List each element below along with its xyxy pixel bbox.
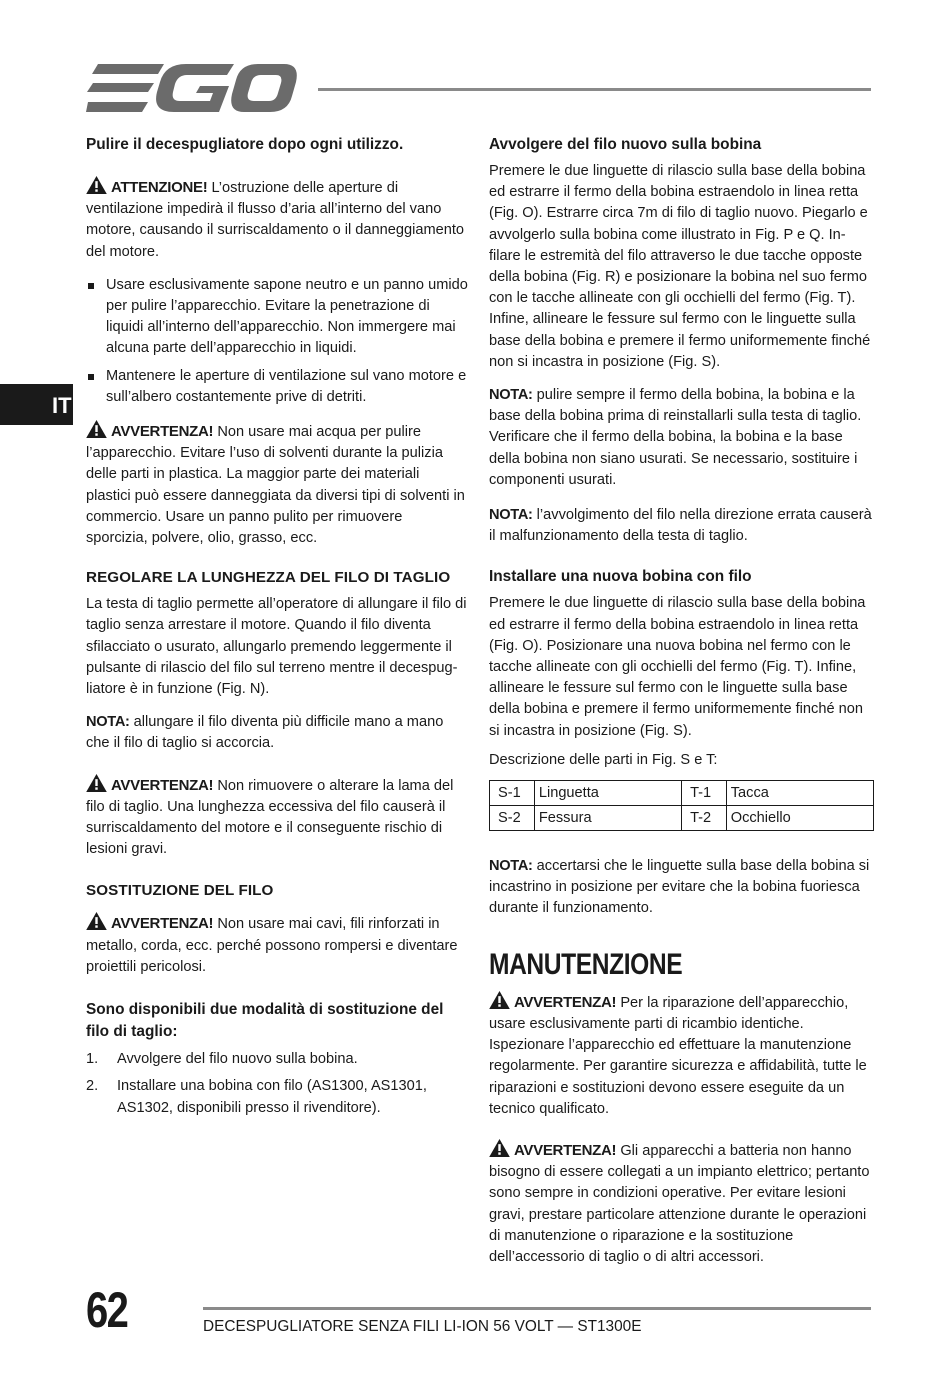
warning-icon	[489, 991, 510, 1009]
note-text: pulire sempre il fermo della bobina, la bobina e la base della bobina prima di reinstallarli sulla testa di taglio. Verificare che il fermo della bobina, la bobina e la base della bobina non siano usurati. Se necessario, sostituire i componenti usurati.	[489, 387, 862, 488]
note-label: NOTA:	[86, 714, 130, 731]
language-tab-label: IT	[52, 393, 72, 418]
warning-paragraph-4	[489, 991, 875, 1120]
note-text: allungare il filo diventa più difficile mano a mano che il filo di taglio si accorcia.	[86, 714, 444, 752]
warning-text: Per la riparazione dell’apparecchio, usare esclusivamente parti di ricambio identiche. Ispezionare l’apparecchio ed effettuare la manutenzione regolarmente. Per garantire sicurezza e affidabilità, tutte le riparazioni e sostituzioni devono essere eseguite da un tecnico qualificato.	[489, 994, 867, 1117]
list-item: Mantenere le aperture di ventilazione sul vano motore e sull’albero costantemente prive di detriti.	[86, 366, 468, 408]
warning-label: AVVERTENZA!	[111, 776, 214, 794]
note-text: accertarsi che le linguette sulla base della bobina si incastrino in posizione per evitare che la bobina fuoriesca durante il funzionamento.	[489, 858, 870, 917]
language-tab	[0, 384, 73, 425]
table-cell: Occhiello	[726, 806, 873, 831]
warning-label: AVVERTENZA!	[111, 915, 214, 933]
adjust-title: REGOLARE LA LUNGHEZZA DEL FILO DI TAGLIO	[86, 569, 451, 587]
table-row	[490, 781, 874, 806]
warning-icon	[86, 176, 107, 194]
install-title: Installare una nuova bobina con filo	[489, 568, 752, 586]
replace-title: SOSTITUZIONE DEL FILO	[86, 882, 274, 900]
warning-text: Non usare mai cavi, fili rinforzati in metallo, corda, ecc. perché possono rompersi e diventare proiettili pericolosi.	[86, 916, 458, 975]
parts-intro: Descrizione delle parti in Fig. S e T:	[489, 751, 718, 768]
cleaning-list	[86, 275, 468, 408]
right-column	[489, 132, 875, 1268]
warning-paragraph-2	[86, 774, 468, 861]
warning-icon	[86, 774, 107, 792]
table-cell: S-1	[490, 781, 535, 806]
warning-icon	[86, 912, 107, 930]
list-item: 1. Avvolgere del filo nuovo sulla bobina.	[86, 1051, 358, 1068]
note-label: NOTA:	[489, 507, 533, 524]
page-number: 62	[86, 1282, 128, 1338]
footer-rule	[203, 1307, 871, 1310]
table-row	[490, 806, 874, 831]
parts-table	[489, 780, 874, 831]
footer-text: DECESPUGLIATORE SENZA FILI LI-ION 56 VOLT — ST1300E	[203, 1318, 642, 1335]
bullet-square-icon	[88, 283, 94, 289]
table-cell: T-1	[682, 781, 727, 806]
left-column	[86, 132, 468, 1119]
bullet-square-icon	[88, 374, 94, 380]
list-item: 2. Installare una bobina con filo (AS1300, AS1301, AS1302, disponibili presso il rivenditore).	[86, 1078, 427, 1116]
warning-label: AVVERTENZA!	[111, 423, 214, 441]
modes-title: Sono disponibili due modalità di sostituzione del filo di taglio:	[86, 1001, 444, 1041]
note-paragraph-4	[489, 856, 875, 920]
warning-text: Non usare mai acqua per pulire l’apparecchio. Evitare l’uso di solventi durante la pulizia delle parti in plastica. La maggior parte dei materiali plastici può essere danneggiata da diversi tipi di solventi in commercio. Usare un panno pulito per rimuovere sporcizia, polvere, olio, grasso, ecc.	[86, 424, 465, 547]
warning-paragraph-1	[86, 420, 468, 549]
clean-title: Pulire il decespugliatore dopo ogni utilizzo.	[86, 136, 404, 153]
note-label: NOTA:	[489, 858, 533, 875]
table-cell: Fessura	[534, 806, 681, 831]
attention-paragraph	[86, 176, 468, 263]
note-label: NOTA:	[489, 387, 533, 404]
attention-text: L’ostruzione delle aperture di ventilazione impedirà il flusso d’aria all’interno del vano motore, causando il surriscaldamento o il danneggiamento del motore.	[86, 180, 465, 260]
warning-icon	[489, 1139, 510, 1157]
warning-text: Non rimuovere o alterare la lama del filo di taglio. Una lunghezza eccessiva del filo causerà il surriscaldamento del motore e il conseguente rischio di lesioni gravi.	[86, 777, 454, 858]
install-text: Premere le due linguette di rilascio sulla base della bobina ed estrarre il fermo della bobina estraendolo in linea retta (Fig. O). Posizionare una nuova bobina nel fermo con le tacche allineate con gli occhielli del fermo (Fig. T). Infine, allineare le fessure sul fermo con le linguette sulla base della bobina e premere il fermo uniformemente finché non si incastra in posizione (Fig. S).	[489, 595, 866, 739]
warning-paragraph-5	[489, 1139, 875, 1268]
maintenance-title: MANUTENZIONE	[489, 947, 683, 981]
attention-label: ATTENZIONE!	[111, 179, 208, 196]
warning-text: Gli apparecchi a batteria non hanno bisogno di essere collegati a un impianto elettrico; pertanto sono sempre in condizioni operative. Per evitare lesioni gravi, prestare particolare attenzione durante le operazioni di manutenzione o riparazione e la sostituzione dell’accessorio di taglio o di altri accessori.	[489, 1142, 870, 1265]
wind-title: Avvolgere del filo nuovo sulla bobina	[489, 136, 762, 153]
table-cell: Tacca	[726, 781, 873, 806]
note-paragraph-2	[489, 385, 875, 491]
wind-text: Premere le due linguette di rilascio sulla base della bobina ed estrarre il fermo della bobina estraendolo in linea retta (Fig. O). Estrarre circa 7m di filo di taglio nuovo. Piegarlo e avvolgerlo sulla bobina come illustrato in Fig. P e Q. In-filare le estremità del filo attraverso le due tacche opposte della bobina (Fig. R) e posizionare la bobina nel suo fermo con le tacche allineate con gli occhielli del fermo (Fig. T). Infine, allineare le fessure sul fermo con le linguette sulla base della bobina e premere il fermo uniformemente finché non si incastra in posizione (Fig. S).	[489, 163, 871, 370]
note-paragraph-3	[489, 505, 875, 547]
note-text: l’avvolgimento del filo nella direzione errata causerà il malfunzionamento della testa di taglio.	[489, 507, 872, 545]
ego-logo	[86, 62, 298, 114]
warning-label: AVVERTENZA!	[514, 993, 617, 1011]
modes-list	[86, 1049, 468, 1119]
header-rule	[318, 88, 871, 91]
table-cell: Linguetta	[534, 781, 681, 806]
table-cell: T-2	[682, 806, 727, 831]
warning-icon	[86, 420, 107, 438]
warning-paragraph-3	[86, 912, 468, 978]
adjust-text: La testa di taglio permette all’operatore di allungare il filo di taglio senza arrestare il motore. Quando il filo diventa sfilacciato o usurato, allungarlo premendo leggermente il pulsante di rilascio del filo sul terreno mentre il decespug-liatore è in funzione (Fig. N).	[86, 596, 467, 698]
table-cell: S-2	[490, 806, 535, 831]
list-item: Usare esclusivamente sapone neutro e un panno umido per pulire l’apparecchio. Evitare la penetrazione di liquidi all’interno dell’apparecchio. Non immergere mai alcuna parte dell’apparecchio in liquidi.	[86, 275, 468, 360]
warning-label: AVVERTENZA!	[514, 1141, 617, 1159]
note-paragraph-1	[86, 712, 468, 754]
